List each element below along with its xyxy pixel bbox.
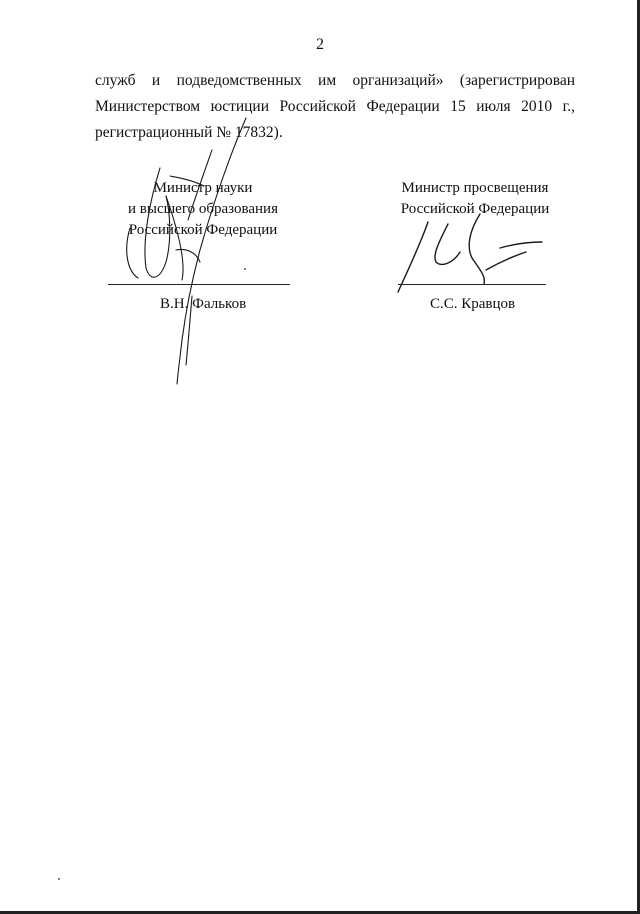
right-signatory-title [380,178,570,220]
left-handwritten-signature [127,118,246,384]
body-paragraph [95,68,575,146]
left-signatory-name: В.Н. Фальков [160,296,247,312]
right-signature-line [398,284,546,285]
left-signatory-title [108,178,298,241]
right-title-line-2: Российской Федерации [400,201,550,217]
left-signature-line [108,284,290,285]
right-signatory-name: С.С. Кравцов [430,296,516,312]
page-number: 2 [316,36,324,53]
right-title-line-1: Министр просвещения [401,180,549,196]
body-line-3: регистрационный № 17832). [95,124,283,141]
right-handwritten-signature [398,214,542,292]
body-line-1: служб и подведомственных им организаций» (зарегистрирован [95,72,575,89]
left-title-line-2: и высшего образования [128,201,278,217]
left-title-line-1: Министр науки [153,180,253,196]
body-line-2: Министерством юстиции Российской Федерации 15 июля 2010 г., [95,98,575,115]
scan-speck [244,268,246,270]
left-title-line-3: Российской Федерации [128,222,278,238]
scan-speck [58,878,60,880]
